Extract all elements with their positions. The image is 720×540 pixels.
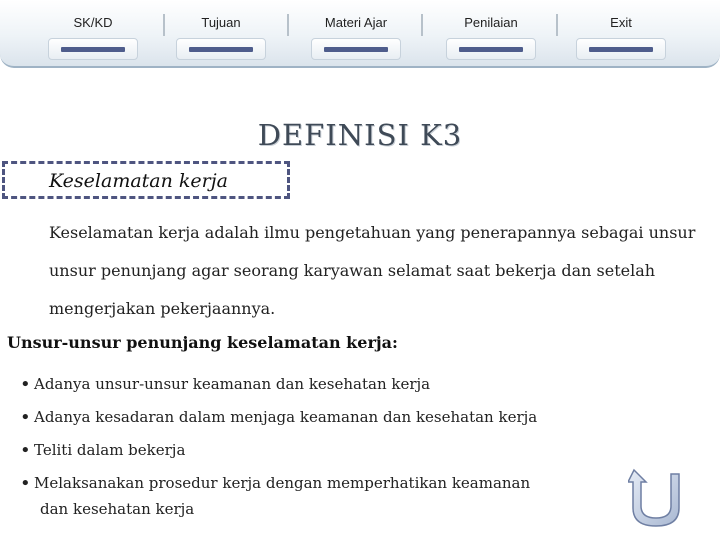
nav-button-bar [459, 47, 523, 52]
nav-item-materi-ajar[interactable] [296, 0, 416, 66]
bullet-icon: • [20, 407, 31, 428]
nav-button-bar [61, 47, 125, 52]
bullet-list [20, 368, 620, 500]
list-item [20, 368, 620, 401]
section-heading: Unsur-unsur penunjang keselamatan kerja: [7, 333, 398, 352]
nav-item-sk-kd[interactable] [33, 0, 153, 66]
nav-label-materi-ajar: Materi Ajar [324, 15, 388, 30]
nav-separator [287, 14, 289, 36]
top-navigation [0, 0, 720, 68]
subtitle-box [2, 161, 290, 199]
nav-button-bar [189, 47, 253, 52]
bullet-icon: • [20, 473, 31, 494]
nav-separator [556, 14, 558, 36]
nav-label-tujuan: Tujuan [201, 15, 241, 30]
nav-button-bar [324, 47, 388, 52]
list-item-text: Melaksanakan prosedur kerja dengan memperhatikan keamanan [34, 474, 531, 492]
nav-button-bar [589, 47, 653, 52]
nav-separator [421, 14, 423, 36]
list-item-continuation: dan kesehatan kerja [40, 500, 195, 518]
definition-paragraph: Keselamatan kerja adalah ilmu pengetahuan yang penerapannya sebagai unsur unsur penunjang agar seorang karyawan selamat saat bekerja dan setelah mengerjakan pekerjaannya. [49, 223, 696, 318]
list-item-text: Adanya unsur-unsur keamanan dan kesehatan kerja [34, 375, 431, 393]
nav-button-exit[interactable] [576, 38, 666, 60]
nav-button-sk-kd[interactable] [48, 38, 138, 60]
nav-item-penilaian[interactable] [431, 0, 551, 66]
nav-button-tujuan[interactable] [176, 38, 266, 60]
nav-button-materi-ajar[interactable] [311, 38, 401, 60]
list-item [20, 401, 620, 434]
subtitle: Keselamatan kerja [49, 170, 228, 192]
nav-item-tujuan[interactable] [161, 0, 281, 66]
page-title: DEFINISI K3 [257, 118, 463, 152]
nav-label-sk-kd: SK/KD [73, 15, 113, 30]
nav-label-exit: Exit [610, 15, 632, 30]
bullet-icon: • [20, 374, 31, 395]
nav-item-exit[interactable] [561, 0, 681, 66]
list-item [20, 467, 620, 500]
list-item-text: Teliti dalam bekerja [34, 441, 186, 459]
nav-label-penilaian: Penilaian [464, 15, 518, 30]
list-item-text: Adanya kesadaran dalam menjaga keamanan dan kesehatan kerja [34, 408, 538, 426]
bullet-icon: • [20, 440, 31, 461]
nav-button-penilaian[interactable] [446, 38, 536, 60]
u-turn-arrow-icon[interactable] [628, 466, 684, 528]
list-item [20, 434, 620, 467]
